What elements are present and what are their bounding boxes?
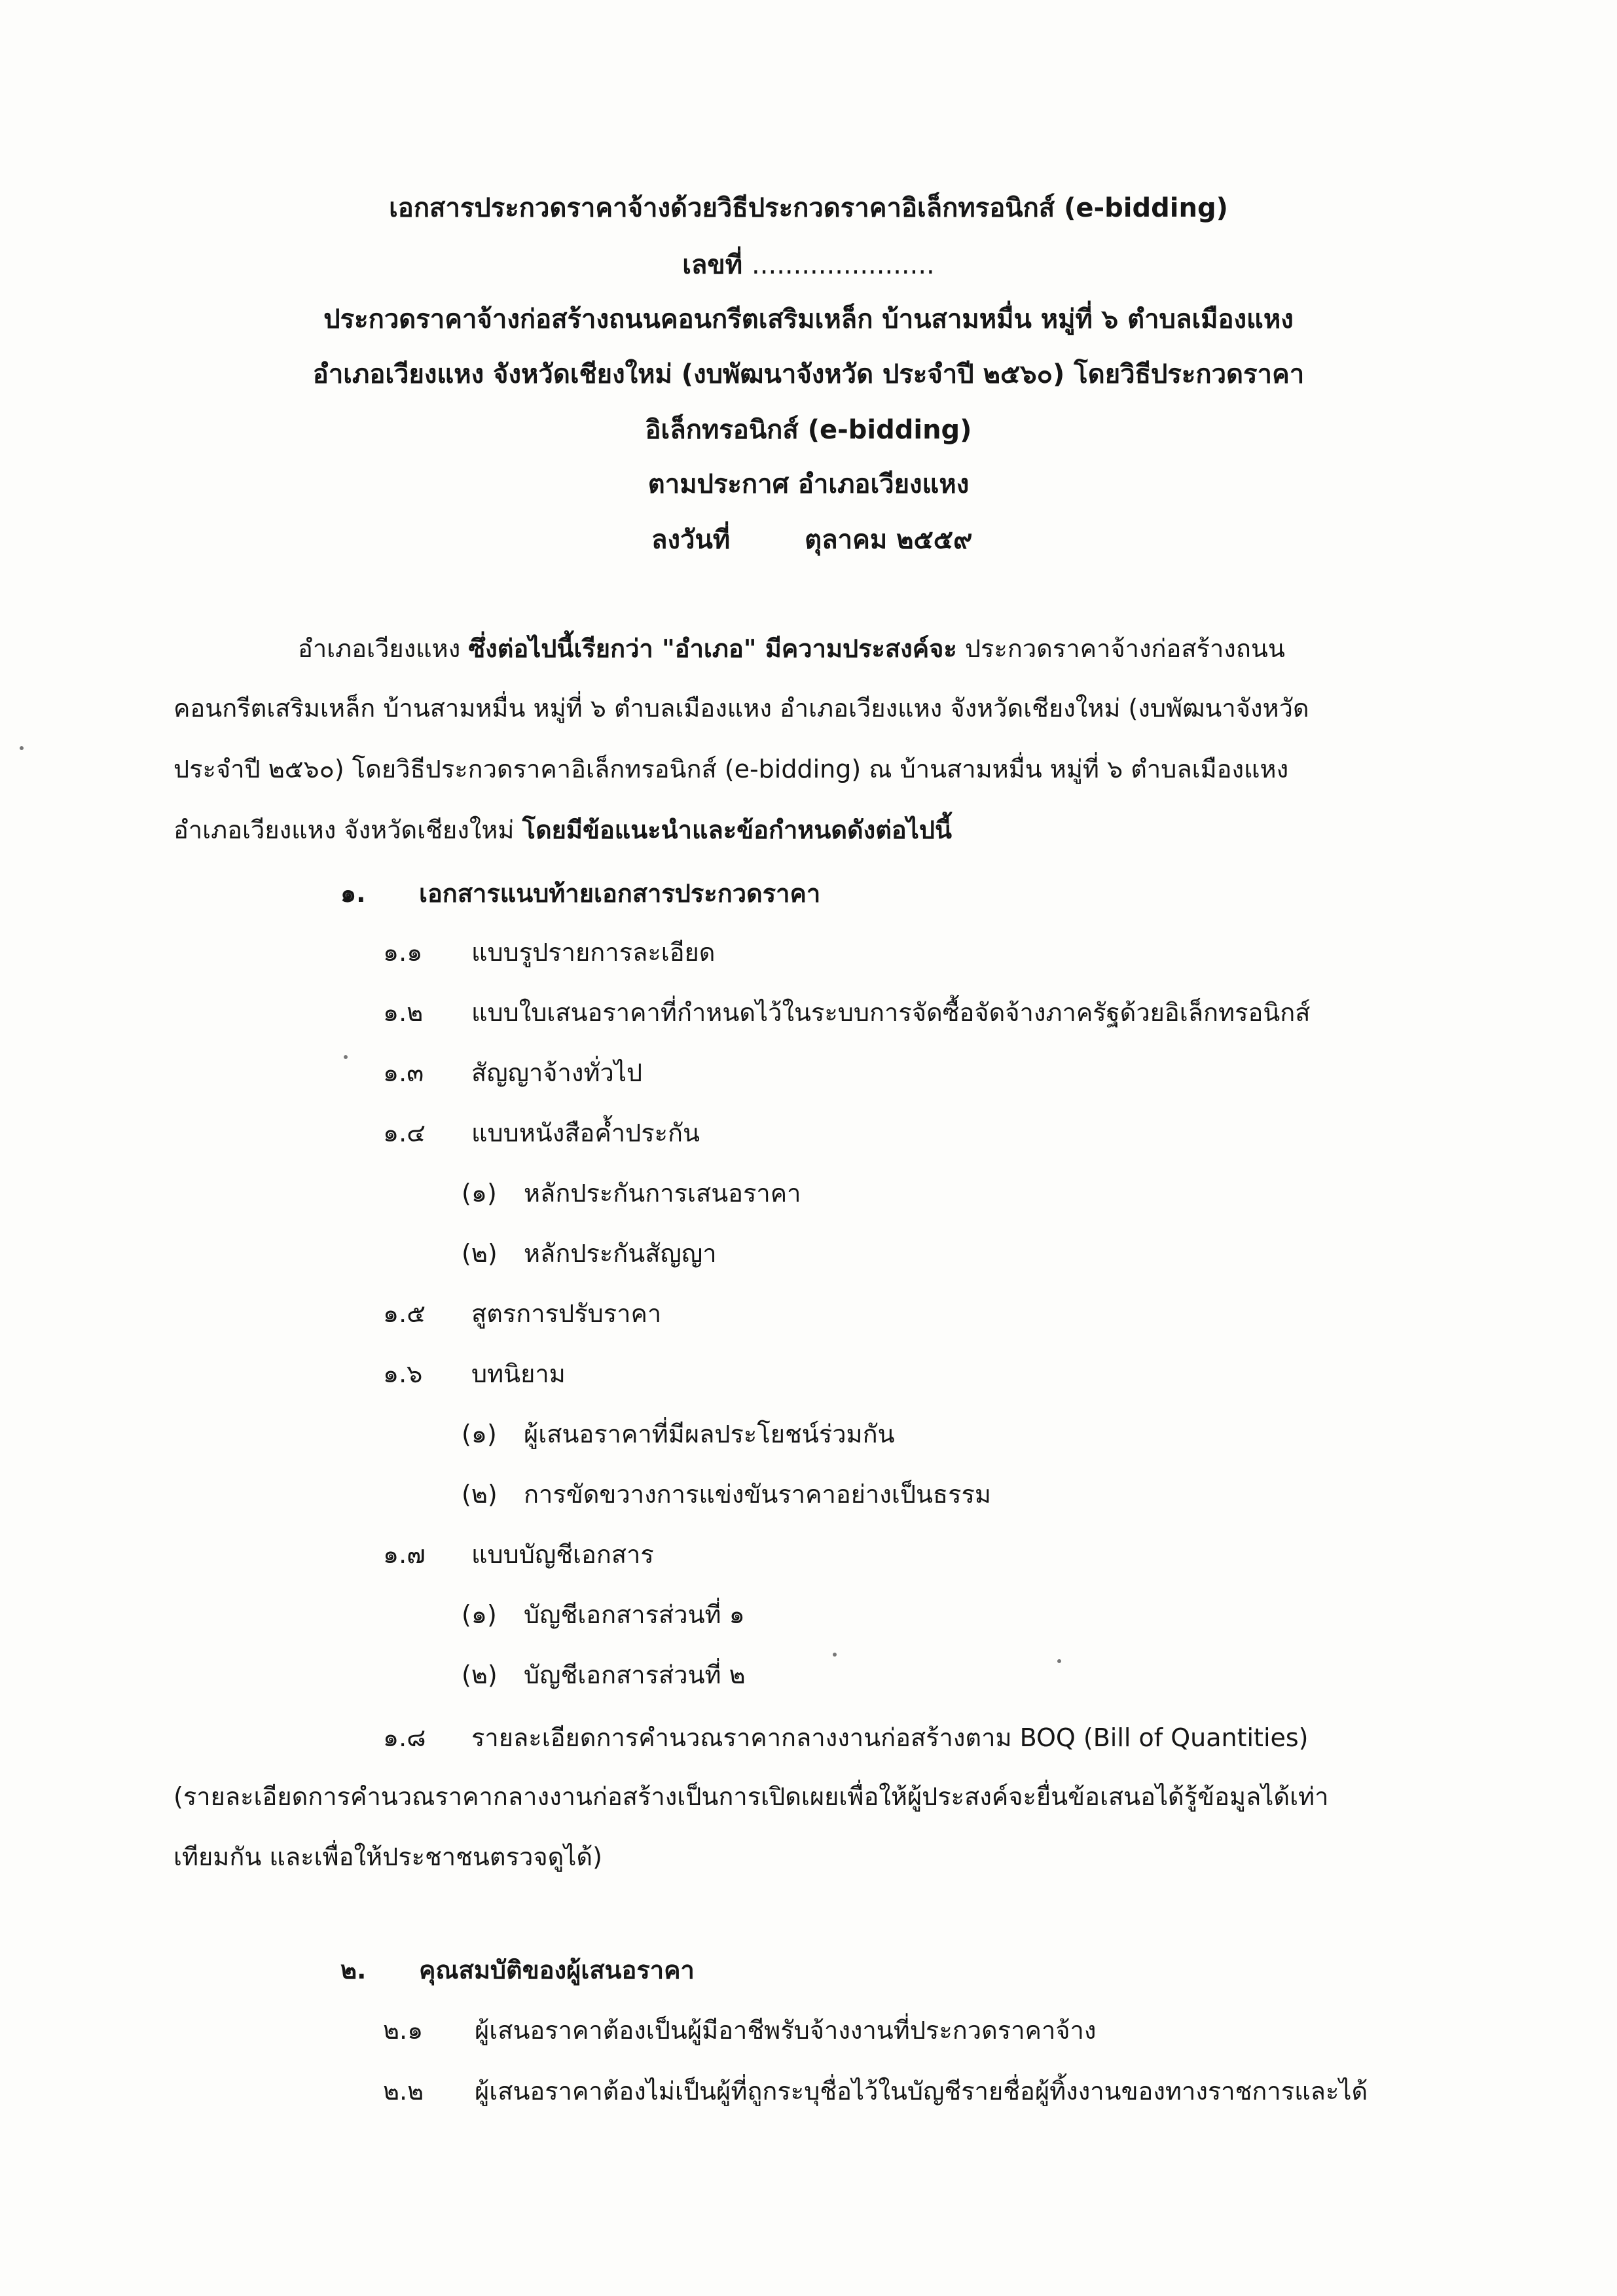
- subject-line-2: อำเภอเวียงแหง จังหวัดเชียงใหม่ (งบพัฒนาจังหวัด ประจำปี ๒๕๖๐) โดยวิธีประกวดราคา: [312, 359, 1305, 389]
- item-text: ผู้เสนอราคาต้องไม่เป็นผู้ที่ถูกระบุชื่อไว้ในบัญชีรายชื่อผู้ทิ้งงานของทางราชการและได้: [475, 2077, 1368, 2106]
- item-number: ๑.๔: [383, 1119, 426, 1147]
- item-text: แบบรูปรายการละเอียด: [471, 938, 716, 967]
- intro-line-4-bold: โดยมีข้อแนะนำและข้อกำหนดดังต่อไปนี้: [522, 816, 952, 844]
- intro-line-4-text: อำเภอเวียงแหง จังหวัดเชียงใหม่: [173, 816, 522, 844]
- scan-speck: [1057, 1659, 1061, 1663]
- item-text: แบบใบเสนอราคาที่กำหนดไว้ในระบบการจัดซื้อจัดจ้างภาครัฐด้วยอิเล็กทรอนิกส์: [471, 998, 1311, 1027]
- intro-line-1: [298, 632, 1285, 665]
- section-2-title: คุณสมบัติของผู้เสนอราคา: [419, 1956, 695, 1984]
- section-1-title: เอกสารแนบท้ายเอกสารประกวดราคา: [419, 879, 821, 908]
- item-text: บทนิยาม: [471, 1359, 566, 1388]
- item-text: ผู้เสนอราคาต้องเป็นผู้มีอาชีพรับจ้างงานที่ประกวดราคาจ้าง: [475, 2016, 1097, 2045]
- item-text: แบบบัญชีเอกสาร: [471, 1540, 654, 1569]
- item-number: ๑.๒: [383, 998, 424, 1027]
- intro-line-3: ประจำปี ๒๕๖๐) โดยวิธีประกวดราคาอิเล็กทรอนิกส์ (e-bidding) ณ บ้านสามหมื่น หมู่ที่ ๖ ตำบลเมืองแหง: [173, 755, 1289, 783]
- item-text: สัญญาจ้างทั่วไป: [471, 1058, 643, 1087]
- section-1-number: ๑.: [340, 879, 366, 908]
- subitem-number: (๑): [462, 1420, 497, 1448]
- document-number: [0, 249, 1617, 281]
- subitem-text: บัญชีเอกสารส่วนที่ ๑: [524, 1600, 745, 1629]
- intro-text-c: ประกวดราคาจ้างก่อสร้างถนน: [956, 634, 1285, 663]
- number-value: ......................: [752, 250, 935, 280]
- date-value: ตุลาคม ๒๕๕๙: [805, 525, 973, 555]
- document-title: เอกสารประกวดราคาจ้างด้วยวิธีประกวดราคาอิเล็กทรอนิกส์ (e-bidding): [389, 193, 1228, 223]
- subitem-number: (๑): [462, 1179, 497, 1208]
- item-number: ๑.๕: [383, 1299, 426, 1328]
- subitem-number: (๒): [462, 1239, 498, 1268]
- section-1-note-line-2: เทียมกัน และเพื่อให้ประชาชนตรวจดูได้): [173, 1842, 602, 1871]
- intro-text-a: อำเภอเวียงแหง: [298, 634, 469, 663]
- intro-line-4: [173, 814, 952, 846]
- intro-text-bold: ซึ่งต่อไปนี้เรียกว่า "อำเภอ" มีความประสงค์จะ: [468, 634, 957, 663]
- intro-line-2: คอนกรีตเสริมเหล็ก บ้านสามหมื่น หมู่ที่ ๖ ตำบลเมืองแหง อำเภอเวียงแหง จังหวัดเชียงใหม่ (งบพัฒนาจังหวัด: [173, 694, 1309, 723]
- announcement-line: ตามประกาศ อำเภอเวียงแหง: [647, 469, 970, 499]
- subitem-text: หลักประกันสัญญา: [524, 1239, 717, 1268]
- item-number: ๒.๑: [383, 2016, 424, 2045]
- item-number: ๑.๓: [383, 1058, 424, 1087]
- subitem-text: บัญชีเอกสารส่วนที่ ๒: [524, 1660, 746, 1689]
- item-number: ๒.๒: [383, 2077, 424, 2106]
- subitem-number: (๒): [462, 1660, 498, 1689]
- subitem-number: (๑): [462, 1600, 497, 1629]
- item-text: แบบหนังสือค้ำประกัน: [471, 1119, 700, 1147]
- section-2-number: ๒.: [340, 1956, 367, 1984]
- subject-line-1: ประกวดราคาจ้างก่อสร้างถนนคอนกรีตเสริมเหล็ก บ้านสามหมื่น หมู่ที่ ๖ ตำบลเมืองแหง: [323, 304, 1294, 334]
- date-line: [651, 524, 972, 556]
- date-label: ลงวันที่: [651, 525, 731, 555]
- subitem-number: (๒): [462, 1480, 498, 1509]
- section-1-note-line-1: (รายละเอียดการคำนวณราคากลางงานก่อสร้างเป็นการเปิดเผยเพื่อให้ผู้ประสงค์จะยื่นข้อเสนอได้รู้ข้อมูลได้เท่า: [173, 1782, 1329, 1811]
- scan-speck: [20, 746, 24, 750]
- item-number: ๑.๘: [383, 1723, 426, 1752]
- subject-line-3: อิเล็กทรอนิกส์ (e-bidding): [645, 415, 972, 445]
- item-number: ๑.๗: [383, 1540, 426, 1569]
- scan-speck: [344, 1055, 348, 1059]
- subitem-text: ผู้เสนอราคาที่มีผลประโยชน์ร่วมกัน: [524, 1420, 895, 1448]
- number-label: เลขที่: [682, 250, 743, 280]
- item-number: ๑.๖: [383, 1359, 423, 1388]
- item-text: สูตรการปรับราคา: [471, 1299, 662, 1328]
- subitem-text: หลักประกันการเสนอราคา: [524, 1179, 801, 1208]
- scan-speck: [833, 1653, 837, 1657]
- subitem-text: การขัดขวางการแข่งขันราคาอย่างเป็นธรรม: [524, 1480, 991, 1509]
- item-text: รายละเอียดการคำนวณราคากลางงานก่อสร้างตาม BOQ (Bill of Quantities): [471, 1723, 1309, 1752]
- item-number: ๑.๑: [383, 938, 423, 967]
